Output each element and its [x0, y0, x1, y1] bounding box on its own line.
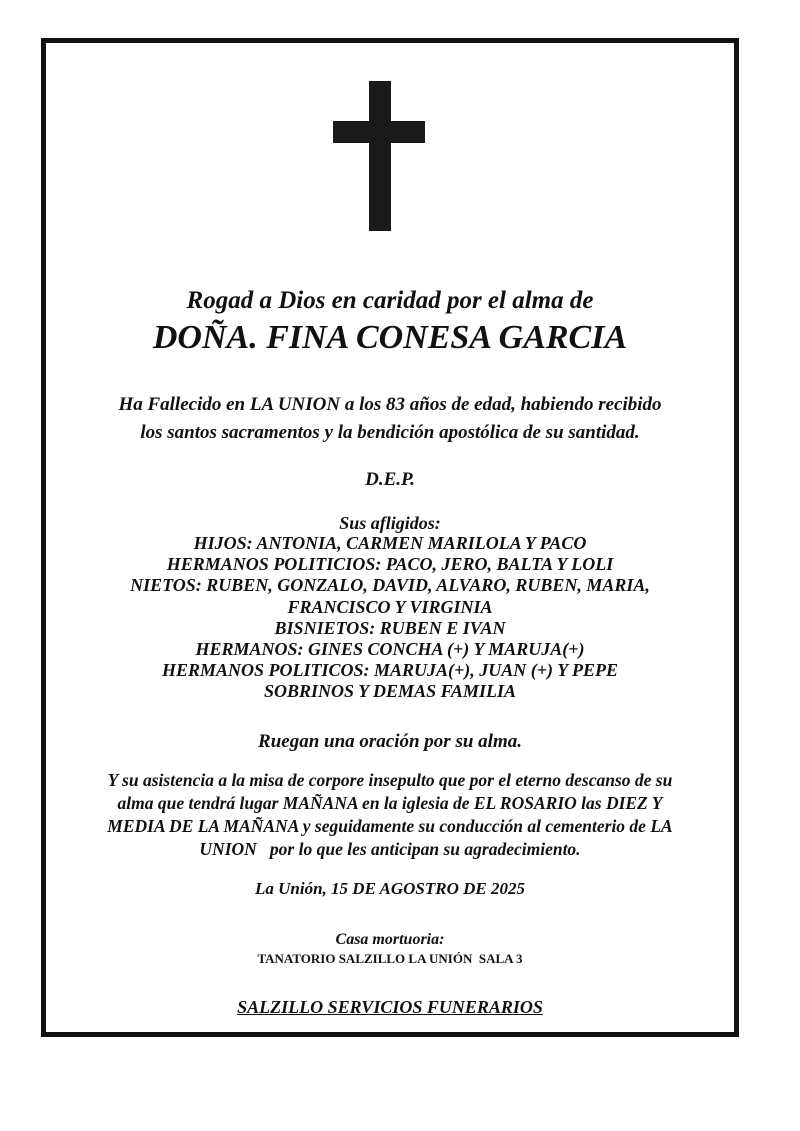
- mourner-line: HIJOS: ANTONIA, CARMEN MARILOLA Y PACO: [193, 533, 587, 553]
- mass-line: alma que tendrá lugar MAÑANA en la iglesia de EL ROSARIO las DIEZ Y: [117, 793, 663, 813]
- mourners-list: [46, 533, 734, 703]
- mass-paragraph: [46, 769, 734, 861]
- obituary-frame: [41, 38, 739, 1037]
- casa-mortuoria-label: Casa mortuoria:: [335, 931, 445, 948]
- announcement-line: Ha Fallecido en LA UNION a los 83 años de edad, habiendo recibido: [118, 394, 662, 415]
- dep-abbreviation: D.E.P.: [365, 469, 415, 490]
- mourner-line: SOBRINOS Y DEMAS FAMILIA: [264, 681, 516, 702]
- mourner-line: FRANCISCO Y VIRGINIA: [287, 596, 493, 617]
- mass-line: Y su asistencia a la misa de corpore insepulto que por el eterno descanso de su: [107, 770, 673, 790]
- date-line: La Unión, 15 DE AGOSTRO DE 2025: [255, 879, 525, 898]
- casa-mortuoria-value: TANATORIO SALZILLO LA UNIÓN SALA 3: [257, 951, 523, 966]
- mass-line: MEDIA DE LA MAÑANA y seguidamente su conducción al cementerio de LA: [107, 816, 673, 836]
- deceased-name: DOÑA. FINA CONESA GARCIA: [152, 319, 628, 356]
- intro-line: Rogad a Dios en caridad por el alma de: [186, 287, 594, 314]
- mourner-line: BISNIETOS: RUBEN E IVAN: [274, 617, 506, 638]
- mourner-line: HERMANOS POLITICIOS: PACO, JERO, BALTA Y LOLI: [166, 554, 614, 575]
- mourner-line: HERMANOS POLITICOS: MARUJA(+), JUAN (+) Y PEPE: [161, 660, 619, 681]
- mass-line: UNION por lo que les anticipan su agradecimiento.: [199, 839, 581, 859]
- announcement-line: los santos sacramentos y la bendición apostólica de su santidad.: [140, 422, 640, 443]
- announcement: [46, 391, 734, 447]
- mourner-line: NIETOS: RUBEN, GONZALO, DAVID, ALVARO, RUBEN, MARIA,: [130, 575, 650, 596]
- company-name: SALZILLO SERVICIOS FUNERARIOS: [237, 997, 543, 1017]
- mourner-line: HERMANOS: GINES CONCHA (+) Y MARUJA(+): [195, 639, 585, 660]
- mourners-title: Sus afligidos:: [339, 513, 441, 533]
- prayer-line: Ruegan una oración por su alma.: [258, 731, 522, 752]
